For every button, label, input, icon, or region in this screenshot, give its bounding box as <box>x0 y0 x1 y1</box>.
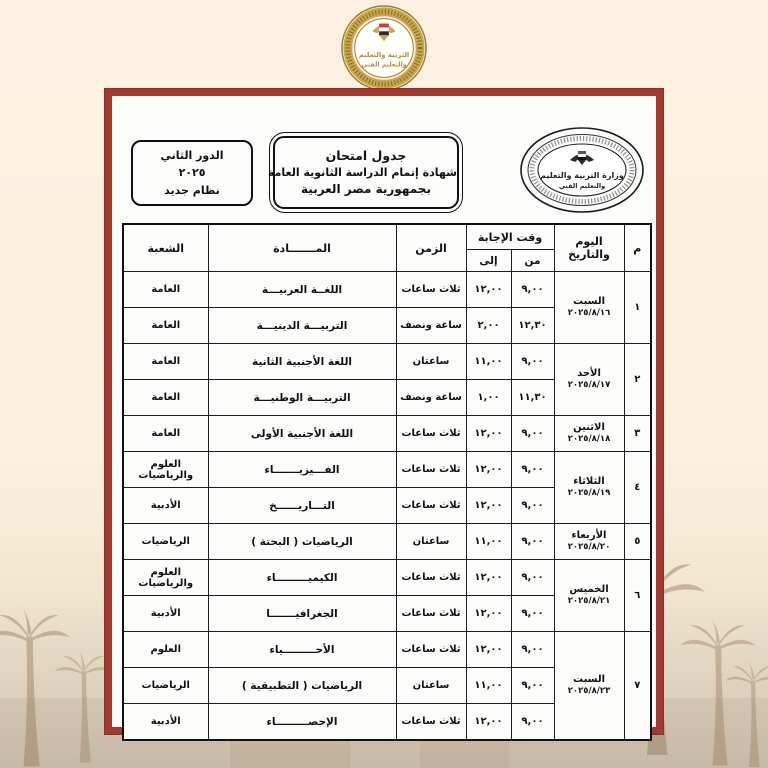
cell-num: ٣ <box>624 416 651 452</box>
cell-branch: الرياضيات <box>123 668 208 704</box>
table-row <box>123 560 651 596</box>
cell-from: ٩,٠٠ <box>511 668 554 704</box>
cell-branch: العامة <box>123 380 208 416</box>
cell-to: ١١,٠٠ <box>466 524 511 560</box>
cell-day-date: الاثنين ٢٠٢٥/٨/١٨ <box>554 416 624 452</box>
table-row <box>123 452 651 488</box>
header-to: إلى <box>466 250 511 272</box>
cell-branch: الرياضيات <box>123 524 208 560</box>
cell-duration: ثلاث ساعات <box>396 560 466 596</box>
exam-title-line1: جدول امتحان <box>325 147 407 163</box>
cell-to: ٢,٠٠ <box>466 308 511 344</box>
cell-duration: ساعتان <box>396 668 466 704</box>
cell-duration: ثلاث ساعات <box>396 452 466 488</box>
cell-subject: التـــاريــــــخ <box>208 488 396 524</box>
cell-branch: العلوم والرياضيات <box>123 452 208 488</box>
cell-to: ١١,٠٠ <box>466 344 511 380</box>
cell-to: ١٢,٠٠ <box>466 704 511 741</box>
cell-day-date: الأحد ٢٠٢٥/٨/١٧ <box>554 344 624 416</box>
cell-duration: ساعة ونصف <box>396 380 466 416</box>
cell-duration: ثلاث ساعات <box>396 632 466 668</box>
cell-to: ١٢,٠٠ <box>466 488 511 524</box>
cell-to: ١١,٠٠ <box>466 668 511 704</box>
cell-subject: الرياضيات ( التطبيقية ) <box>208 668 396 704</box>
header-branch: الشعبة <box>123 224 208 272</box>
cell-subject: الفـــيزيـــــــاء <box>208 452 396 488</box>
ministry-emblem-bw-icon <box>517 126 647 214</box>
session-system: نظام جديد <box>164 183 220 197</box>
header-day-date: اليوم والتاريخ <box>554 224 624 272</box>
cell-subject: اللغــة العربيـــة <box>208 272 396 308</box>
svg-text:والتعليم الفني: والتعليم الفني <box>558 182 606 190</box>
cell-from: ٩,٠٠ <box>511 632 554 668</box>
document-frame <box>104 88 664 735</box>
exam-title-box <box>269 132 463 213</box>
cell-duration: ساعة ونصف <box>396 308 466 344</box>
cell-subject: الرياضيات ( البحتة ) <box>208 524 396 560</box>
cell-to: ١٢,٠٠ <box>466 416 511 452</box>
table-row <box>123 344 651 380</box>
cell-subject: الكيميـــــــــاء <box>208 560 396 596</box>
cell-from: ٩,٠٠ <box>511 344 554 380</box>
cell-subject: الإحصـــــــــاء <box>208 704 396 741</box>
svg-text:التربية والتعليم: التربية والتعليم <box>358 50 410 59</box>
cell-to: ١٢,٠٠ <box>466 452 511 488</box>
cell-num: ٤ <box>624 452 651 524</box>
header-num: م <box>624 224 651 272</box>
cell-branch: الأدبية <box>123 704 208 741</box>
cell-duration: ساعتان <box>396 344 466 380</box>
session-year: ٢٠٢٥ <box>178 166 206 180</box>
table-row <box>123 632 651 668</box>
cell-day-date: السبت ٢٠٢٥/٨/٢٣ <box>554 632 624 741</box>
cell-duration: ثلاث ساعات <box>396 596 466 632</box>
cell-to: ١,٠٠ <box>466 380 511 416</box>
header-answer-time: وقت الإجابة <box>466 224 554 250</box>
cell-from: ٩,٠٠ <box>511 524 554 560</box>
cell-day-date: الخميس ٢٠٢٥/٨/٢١ <box>554 560 624 632</box>
exam-schedule-table <box>122 223 652 741</box>
cell-subject: التربيـــة الدينيـــة <box>208 308 396 344</box>
cell-to: ١٢,٠٠ <box>466 632 511 668</box>
cell-to: ١٢,٠٠ <box>466 596 511 632</box>
exam-title-line3: بجمهورية مصر العربية <box>301 181 431 196</box>
cell-from: ٩,٠٠ <box>511 596 554 632</box>
cell-branch: العامة <box>123 416 208 452</box>
cell-to: ١٢,٠٠ <box>466 272 511 308</box>
cell-subject: الجغرافيـــــــا <box>208 596 396 632</box>
svg-text:والتعليم الفني: والتعليم الفني <box>361 61 407 69</box>
cell-num: ١ <box>624 272 651 344</box>
cell-from: ٩,٠٠ <box>511 560 554 596</box>
header-subject: المـــــــادة <box>208 224 396 272</box>
exam-schedule-page <box>112 96 656 727</box>
table-row <box>123 524 651 560</box>
cell-duration: ساعتان <box>396 524 466 560</box>
cell-duration: ثلاث ساعات <box>396 272 466 308</box>
cell-duration: ثلاث ساعات <box>396 704 466 741</box>
cell-from: ٩,٠٠ <box>511 488 554 524</box>
session-box <box>131 140 253 206</box>
cell-subject: التربيـــة الوطنيـــة <box>208 380 396 416</box>
exam-title-line2: شهادة إتمام الدراسة الثانوية العامة <box>267 165 457 179</box>
cell-num: ٧ <box>624 632 651 741</box>
svg-text:وزارة التربية والتعليم: وزارة التربية والتعليم <box>540 171 624 180</box>
cell-duration: ثلاث ساعات <box>396 416 466 452</box>
cell-num: ٢ <box>624 344 651 416</box>
schedule-table-wrap <box>122 223 650 741</box>
cell-subject: اللغة الأجنبية الثانية <box>208 344 396 380</box>
cell-branch: العلوم والرياضيات <box>123 560 208 596</box>
cell-subject: اللغة الأجنبية الأولى <box>208 416 396 452</box>
cell-from: ١١,٣٠ <box>511 380 554 416</box>
cell-from: ٩,٠٠ <box>511 452 554 488</box>
table-row <box>123 416 651 452</box>
cell-branch: العامة <box>123 272 208 308</box>
cell-branch: العامة <box>123 308 208 344</box>
session-round: الدور الثاني <box>160 149 224 163</box>
cell-branch: العامة <box>123 344 208 380</box>
cell-num: ٦ <box>624 560 651 632</box>
cell-branch: الأدبية <box>123 596 208 632</box>
cell-to: ١٢,٠٠ <box>466 560 511 596</box>
cell-day-date: الأربعاء ٢٠٢٥/٨/٢٠ <box>554 524 624 560</box>
cell-from: ٩,٠٠ <box>511 704 554 741</box>
header-duration: الزمن <box>396 224 466 272</box>
cell-from: ٩,٠٠ <box>511 416 554 452</box>
cell-from: ٩,٠٠ <box>511 272 554 308</box>
cell-branch: العلوم <box>123 632 208 668</box>
cell-subject: الأحـــــــــياء <box>208 632 396 668</box>
ministry-seal-icon <box>340 2 428 94</box>
cell-num: ٥ <box>624 524 651 560</box>
cell-duration: ثلاث ساعات <box>396 488 466 524</box>
header-from: من <box>511 250 554 272</box>
cell-from: ١٢,٣٠ <box>511 308 554 344</box>
table-row <box>123 272 651 308</box>
cell-day-date: الثلاثاء ٢٠٢٥/٨/١٩ <box>554 452 624 524</box>
cell-branch: الأدبية <box>123 488 208 524</box>
cell-day-date: السبت ٢٠٢٥/٨/١٦ <box>554 272 624 344</box>
